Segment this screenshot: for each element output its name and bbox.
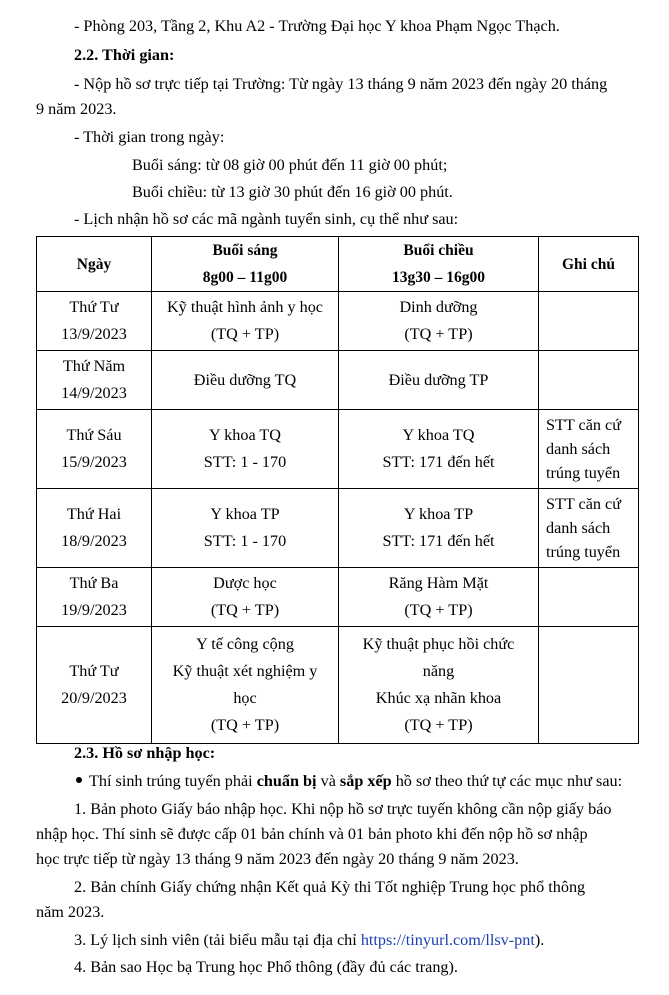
day-cell bbox=[37, 627, 152, 744]
afternoon-time: Buổi chiều: từ 13 giờ 30 phút đến 16 giờ 00 phút. bbox=[132, 183, 453, 201]
note-cell-line: danh sách bbox=[546, 519, 611, 537]
morning-cell bbox=[152, 292, 339, 351]
item1-line3: học trực tiếp từ ngày 13 tháng 9 năm 2023 đến ngày 20 tháng 9 năm 2023. bbox=[36, 850, 519, 868]
afternoon-cell bbox=[339, 568, 539, 627]
header-afternoon-hours: 13g30 – 16g00 bbox=[392, 269, 485, 286]
day-cell-line: 19/9/2023 bbox=[61, 601, 127, 619]
table-row bbox=[37, 351, 639, 410]
item2-line2: năm 2023. bbox=[36, 903, 105, 921]
day-cell-line: Thứ Hai bbox=[66, 505, 122, 523]
submit-line-2: 9 năm 2023. bbox=[36, 100, 117, 118]
header-afternoon bbox=[339, 237, 539, 292]
morning-cell-line: (TQ + TP) bbox=[210, 601, 280, 619]
bullet-icon bbox=[76, 777, 82, 783]
table-row bbox=[37, 489, 639, 568]
bullet-text-pre: Thí sinh trúng tuyển phải bbox=[89, 772, 257, 790]
morning-cell bbox=[152, 351, 339, 410]
afternoon-cell-line: (TQ + TP) bbox=[404, 716, 473, 734]
afternoon-cell-line: Y khoa TQ bbox=[402, 426, 475, 444]
bullet-text-bold-prepare: chuẩn bị bbox=[256, 772, 317, 790]
morning-cell-line: Y khoa TQ bbox=[209, 426, 281, 444]
note-cell-line: STT căn cứ bbox=[546, 416, 622, 434]
note-cell bbox=[539, 568, 639, 627]
afternoon-cell-line: Dinh dưỡng bbox=[399, 298, 478, 316]
bullet-text-post: hồ sơ theo thứ tự các mục như sau: bbox=[391, 772, 623, 790]
morning-cell-line: Dược học bbox=[213, 574, 277, 592]
day-cell bbox=[37, 292, 152, 351]
afternoon-cell-line: Kỹ thuật phục hồi chức bbox=[362, 635, 515, 653]
day-cell-line: Thứ Sáu bbox=[66, 426, 122, 444]
table-row bbox=[37, 568, 639, 627]
table-row bbox=[37, 410, 639, 489]
submit-line-1: - Nộp hồ sơ trực tiếp tại Trường: Từ ngày 13 tháng 9 năm 2023 đến ngày 20 tháng bbox=[74, 75, 608, 93]
section-heading-time: 2.2. Thời gian: bbox=[74, 46, 175, 64]
day-cell-line: 20/9/2023 bbox=[61, 689, 127, 707]
day-cell-line: Thứ Ba bbox=[69, 574, 119, 592]
bullet-text-mid: và bbox=[316, 772, 340, 790]
header-morning-label: Buổi sáng bbox=[212, 242, 278, 259]
day-cell-line: 15/9/2023 bbox=[61, 453, 127, 471]
table-row bbox=[37, 627, 639, 744]
morning-cell-line: Y tế công cộng bbox=[196, 635, 294, 653]
header-morning-hours: 8g00 – 11g00 bbox=[202, 269, 288, 286]
schedule-table bbox=[36, 236, 639, 744]
afternoon-cell bbox=[339, 292, 539, 351]
afternoon-cell bbox=[339, 627, 539, 744]
item1-line1: 1. Bản photo Giấy báo nhập học. Khi nộp hồ sơ trực tuyến không cần nộp giấy báo bbox=[74, 800, 612, 818]
item3-text-end: ). bbox=[534, 931, 545, 949]
schedule-intro: - Lịch nhận hồ sơ các mã ngành tuyển sinh, cụ thể như sau: bbox=[74, 210, 459, 228]
afternoon-cell-line: STT: 171 đến hết bbox=[382, 453, 495, 471]
item3-text: 3. Lý lịch sinh viên (tải biểu mẫu tại địa chỉ bbox=[74, 931, 361, 949]
morning-cell-line: (TQ + TP) bbox=[210, 716, 280, 734]
afternoon-cell-line: (TQ + TP) bbox=[404, 601, 473, 619]
morning-cell bbox=[152, 568, 339, 627]
day-cell bbox=[37, 410, 152, 489]
bullet-line bbox=[76, 771, 622, 791]
morning-cell-line: Điều dưỡng TQ bbox=[193, 370, 297, 389]
table-row bbox=[37, 292, 639, 351]
afternoon-cell bbox=[339, 489, 539, 568]
morning-cell-line: Kỹ thuật xét nghiệm y bbox=[172, 662, 318, 680]
afternoon-cell-line: STT: 171 đến hết bbox=[382, 532, 495, 550]
note-cell bbox=[539, 292, 639, 351]
section-heading-docs: 2.3. Hồ sơ nhập học: bbox=[74, 744, 216, 762]
afternoon-cell-line: (TQ + TP) bbox=[404, 325, 473, 343]
afternoon-cell bbox=[339, 351, 539, 410]
table-header-row bbox=[37, 237, 639, 292]
day-cell-line: Thứ Năm bbox=[62, 357, 126, 375]
note-cell bbox=[539, 627, 639, 744]
schedule-body bbox=[37, 292, 639, 744]
afternoon-cell-line: Y khoa TP bbox=[403, 505, 474, 523]
item4-line: 4. Bản sao Học bạ Trung học Phổ thông (đầy đủ các trang). bbox=[74, 958, 458, 976]
day-cell-line: 13/9/2023 bbox=[61, 325, 127, 343]
item1-line2: nhập học. Thí sinh sẽ được cấp 01 bản chính và 01 bản photo khi đến nộp hồ sơ nhập bbox=[36, 825, 588, 843]
day-cell bbox=[37, 568, 152, 627]
morning-cell bbox=[152, 489, 339, 568]
afternoon-cell-line: Điều dưỡng TP bbox=[388, 370, 489, 389]
header-day: Ngày bbox=[37, 237, 152, 292]
note-cell bbox=[539, 489, 639, 568]
morning-cell-line: STT: 1 - 170 bbox=[203, 453, 287, 471]
morning-cell bbox=[152, 627, 339, 744]
morning-cell-line: (TQ + TP) bbox=[210, 325, 280, 343]
header-afternoon-label: Buổi chiều bbox=[403, 242, 474, 259]
location-line: - Phòng 203, Tầng 2, Khu A2 - Trường Đại học Y khoa Phạm Ngọc Thạch. bbox=[74, 17, 560, 35]
tinyurl-link[interactable]: https://tinyurl.com/llsv-pnt bbox=[360, 931, 535, 949]
afternoon-cell-line: năng bbox=[422, 662, 455, 680]
note-cell bbox=[539, 410, 639, 489]
item2-line1: 2. Bản chính Giấy chứng nhận Kết quả Kỳ thi Tốt nghiệp Trung học phổ thông bbox=[74, 878, 586, 896]
note-cell bbox=[539, 351, 639, 410]
afternoon-cell bbox=[339, 410, 539, 489]
afternoon-cell-line: Răng Hàm Mặt bbox=[388, 574, 489, 592]
morning-cell bbox=[152, 410, 339, 489]
morning-cell-line: học bbox=[233, 689, 257, 707]
day-cell-line: Thứ Tư bbox=[69, 662, 119, 680]
day-cell-line: 18/9/2023 bbox=[61, 532, 127, 550]
note-cell-line: STT căn cứ bbox=[546, 495, 622, 513]
day-cell-line: 14/9/2023 bbox=[61, 384, 127, 402]
morning-cell-line: STT: 1 - 170 bbox=[203, 532, 287, 550]
note-cell-line: trúng tuyển bbox=[546, 543, 621, 561]
day-time-label: - Thời gian trong ngày: bbox=[74, 128, 225, 146]
day-cell bbox=[37, 351, 152, 410]
note-cell-line: danh sách bbox=[546, 440, 611, 458]
morning-cell-line: Kỹ thuật hình ảnh y học bbox=[166, 298, 323, 316]
day-cell-line: Thứ Tư bbox=[69, 298, 119, 316]
note-cell-line: trúng tuyển bbox=[546, 464, 621, 482]
header-morning bbox=[152, 237, 339, 292]
morning-time: Buổi sáng: từ 08 giờ 00 phút đến 11 giờ 00 phút; bbox=[132, 156, 448, 174]
day-cell bbox=[37, 489, 152, 568]
item3-line bbox=[74, 930, 544, 950]
header-note: Ghi chú bbox=[539, 237, 639, 292]
afternoon-cell-line: Khúc xạ nhãn khoa bbox=[375, 689, 502, 707]
morning-cell-line: Y khoa TP bbox=[210, 505, 280, 523]
bullet-text-bold-arrange: sắp xếp bbox=[339, 772, 392, 790]
